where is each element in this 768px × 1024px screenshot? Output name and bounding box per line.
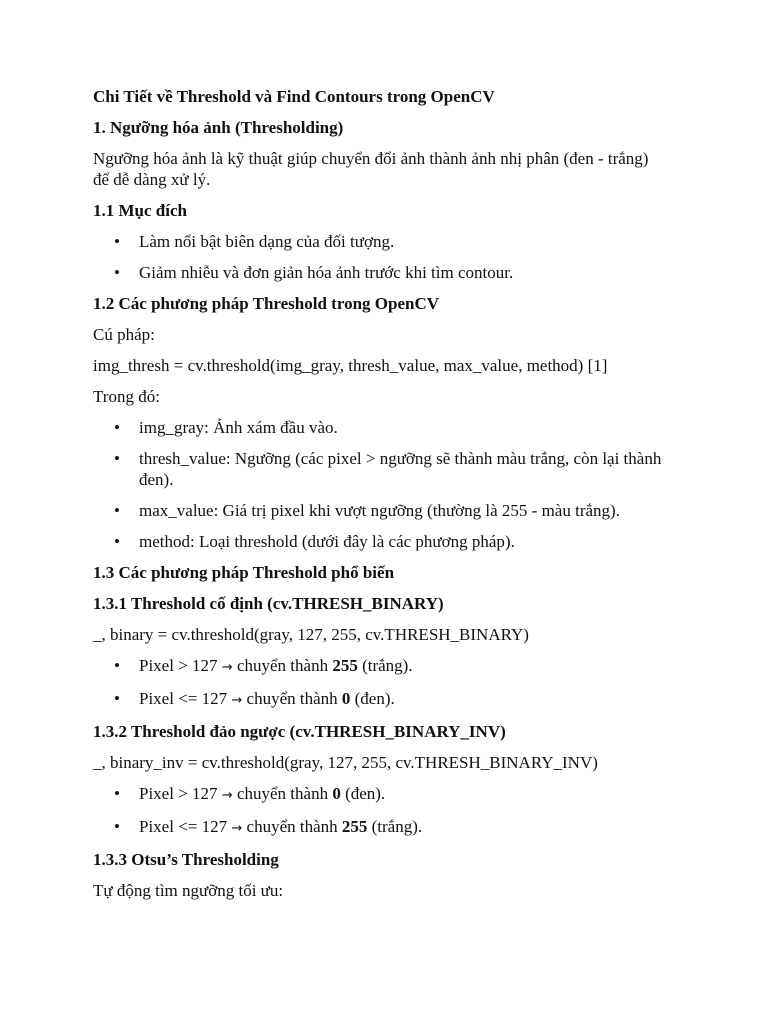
param-list [93,417,668,552]
arrow-right-icon: → [231,821,243,836]
rule-note: (đen). [354,689,395,708]
list-item [93,655,668,678]
list-item [93,231,668,252]
bullet-icon: • [114,501,120,520]
list-item [93,448,668,490]
list-item-text: max_value: Giá trị pixel khi vượt ngưỡng (thường là 255 - màu trắng). [139,501,620,520]
list-item-text: img_gray: Ảnh xám đầu vào. [139,418,338,437]
rule-note: (trắng). [362,656,413,675]
rule-condition: Pixel > 127 [139,656,218,675]
bullet-icon: • [114,263,120,282]
otsu-paragraph: Tự động tìm ngưỡng tối ưu: [93,881,284,900]
binary-inv-rule-list [93,783,668,839]
section-heading-1-3-3: 1.3.3 Otsu’s Thresholding [93,850,279,869]
syntax-label: Cú pháp: [93,325,155,344]
bullet-icon: • [114,449,120,468]
bullet-icon: • [114,784,120,803]
section-heading-1: 1. Ngưỡng hóa ảnh (Thresholding) [93,118,344,137]
bullet-icon: • [114,532,120,551]
bullet-icon: • [114,232,120,251]
rule-condition: Pixel > 127 [139,784,218,803]
section-heading-1-3-1: 1.3.1 Threshold cố định (cv.THRESH_BINARY) [93,594,444,613]
document-body [93,86,668,911]
bullet-icon: • [114,418,120,437]
rule-note: (đen). [345,784,386,803]
rule-value: 255 [332,656,358,675]
list-item [93,688,668,711]
section-heading-1-3-2: 1.3.2 Threshold đảo ngược (cv.THRESH_BINARY_INV) [93,722,506,741]
list-item [93,531,668,552]
list-item-text: Giảm nhiễu và đơn giản hóa ảnh trước khi tìm contour. [139,263,514,282]
binary-rule-list [93,655,668,711]
list-item [93,816,668,839]
section-heading-1-2: 1.2 Các phương pháp Threshold trong OpenCV [93,294,440,313]
rule-value: 255 [341,817,368,836]
section-heading-1-3: 1.3 Các phương pháp Threshold phổ biến [93,563,395,582]
syntax-code: img_thresh = cv.threshold(img_gray, thresh_value, max_value, method) [1] [93,356,608,375]
intro-paragraph: Ngưỡng hóa ảnh là kỹ thuật giúp chuyển đổi ảnh thành ảnh nhị phân (đen - trắng) để dễ dàng xử lý. [93,149,649,189]
arrow-right-icon: → [221,660,233,675]
list-item [93,783,668,806]
rule-value: 0 [341,689,351,708]
purpose-list [93,231,668,283]
list-item-text: thresh_value: Ngưỡng (các pixel > ngưỡng sẽ thành màu trắng, còn lại thành đen). [139,449,662,489]
rule-text: chuyển thành [236,656,329,675]
list-item-text: method: Loại threshold (dưới đây là các phương pháp). [139,532,515,551]
bullet-icon: • [114,817,120,836]
rule-text: chuyển thành [246,817,338,836]
rule-text: chuyển thành [246,689,338,708]
arrow-right-icon: → [231,693,243,708]
code-binary: _, binary = cv.threshold(gray, 127, 255, cv.THRESH_BINARY) [93,625,529,644]
list-item [93,262,668,283]
rule-condition: Pixel <= 127 [139,817,228,836]
list-item-text: Làm nổi bật biên dạng của đối tượng. [139,232,395,251]
list-item [93,417,668,438]
where-label: Trong đó: [93,387,160,406]
section-heading-1-1: 1.1 Mục đích [93,201,187,220]
bullet-icon: • [114,689,120,708]
bullet-icon: • [114,656,120,675]
list-item [93,500,668,521]
code-binary-inv: _, binary_inv = cv.threshold(gray, 127, 255, cv.THRESH_BINARY_INV) [93,753,598,772]
rule-condition: Pixel <= 127 [139,689,228,708]
document-title: Chi Tiết về Threshold và Find Contours trong OpenCV [93,87,495,106]
arrow-right-icon: → [221,788,233,803]
rule-value: 0 [332,784,341,803]
rule-note: (trắng). [371,817,423,836]
rule-text: chuyển thành [236,784,329,803]
